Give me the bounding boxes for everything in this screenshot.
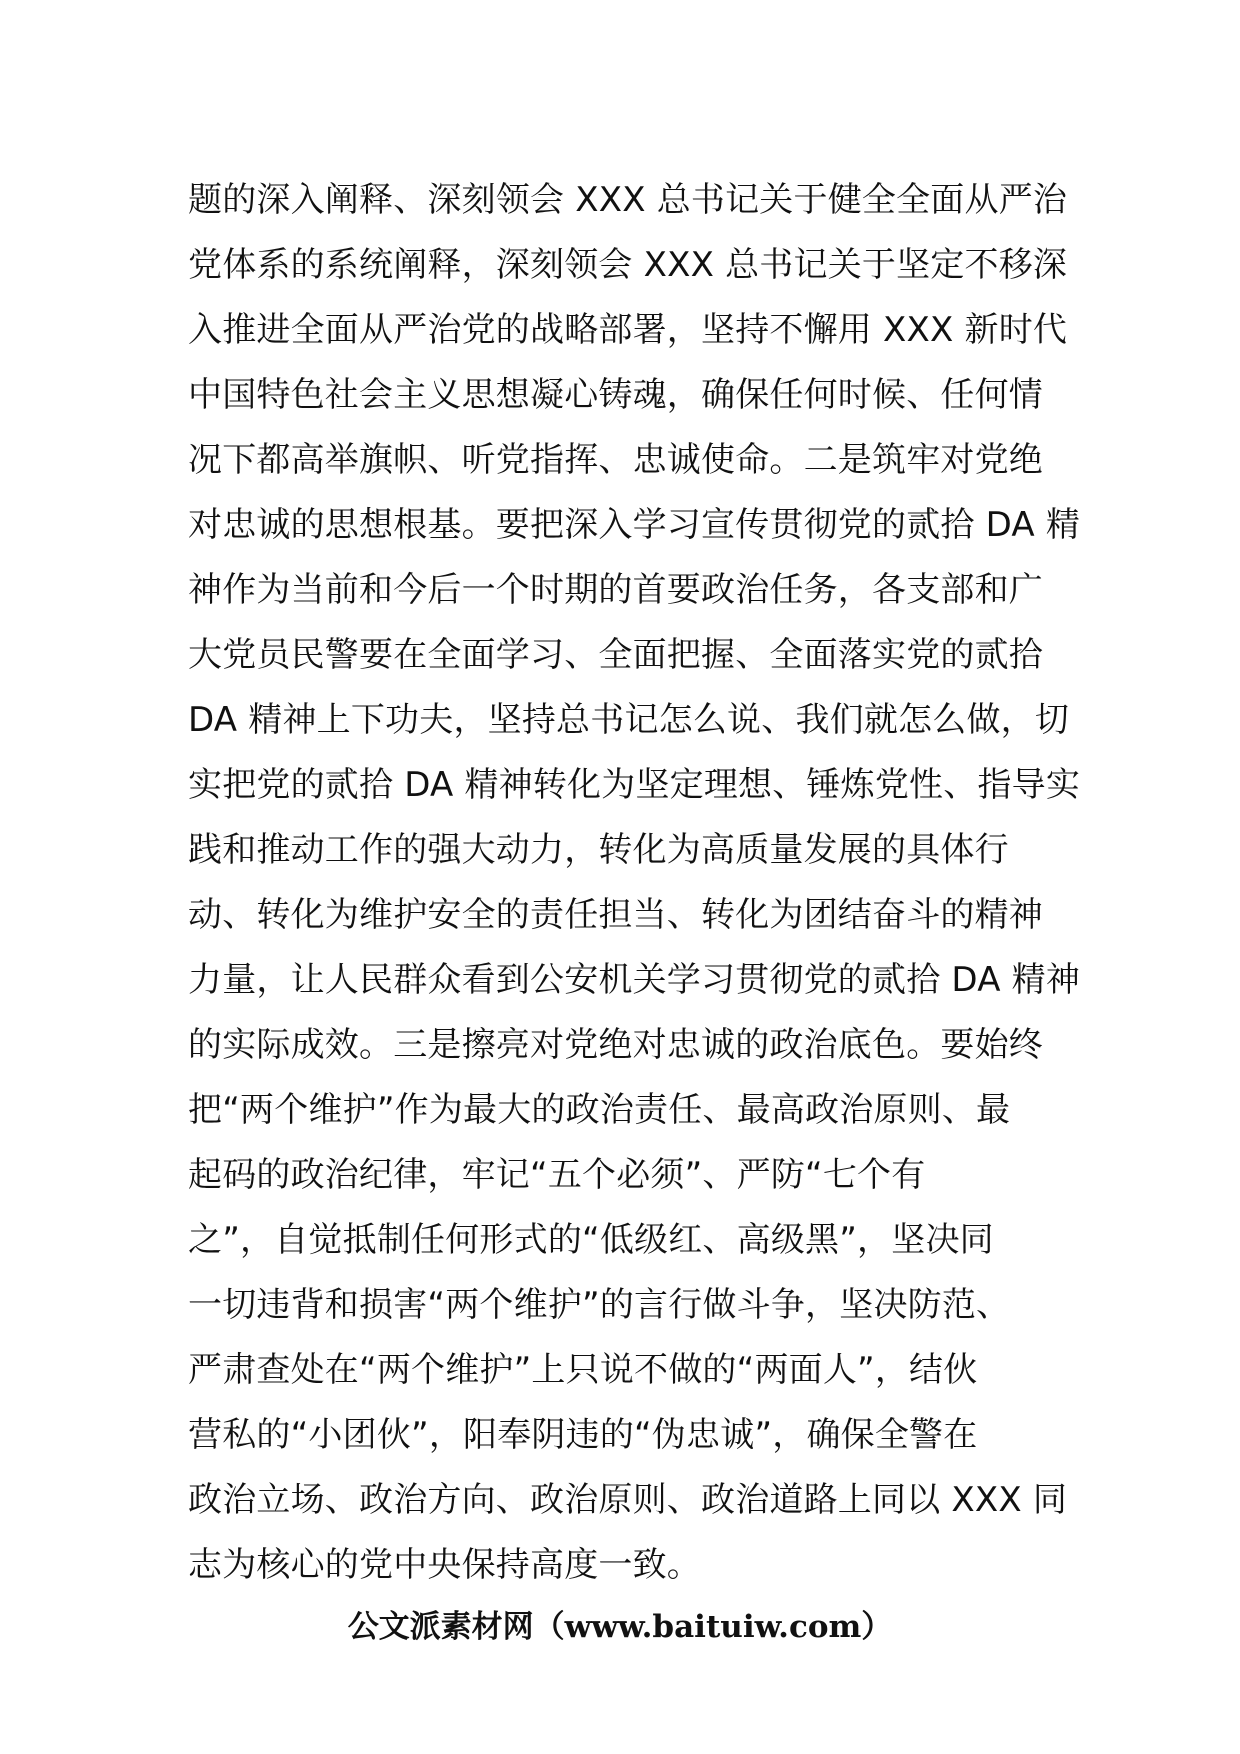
text-line: 营私的“小团伙”，阳奉阴违的“伪忠诚”，确保全警在 [188,1415,978,1455]
text-line: 入推进全面从严治党的战略部署，坚持不懈用 XXX 新时代 [188,310,1068,350]
text-line: 力量，让人民群众看到公安机关学习贯彻党的贰拾 DA 精神 [188,960,1081,1000]
text-line: 党体系的系统阐释，深刻领会 XXX 总书记关于坚定不移深 [188,245,1068,285]
body-paragraph [188,168,1081,1598]
text-line: 大党员民警要在全面学习、全面把握、全面落实党的贰拾 [188,635,1043,675]
text-line: 况下都高举旗帜、听党指挥、忠诚使命。二是筑牢对党绝 [188,440,1043,480]
text-line: 中国特色社会主义思想凝心铸魂，确保任何时候、任何情 [188,375,1043,415]
text-line: 起码的政治纪律，牢记“五个必须”、严防“七个有 [188,1155,926,1195]
text-line: 之”，自觉抵制任何形式的“低级红、高级黑”，坚决同 [188,1220,994,1260]
text-line: 对忠诚的思想根基。要把深入学习宣传贯彻党的贰拾 DA 精 [188,505,1081,545]
text-line: 题的深入阐释、深刻领会 XXX 总书记关于健全全面从严治 [188,180,1068,220]
footer-watermark: 公文派素材网（www.baituiw.com） [347,1609,893,1645]
text-line: 严肃查处在“两个维护”上只说不做的“两面人”，结伙 [188,1350,978,1390]
text-line: 实把党的贰拾 DA 精神转化为坚定理想、锤炼党性、指导实 [188,765,1081,805]
text-line: 动、转化为维护安全的责任担当、转化为团结奋斗的精神 [188,895,1043,935]
text-line: 政治立场、政治方向、政治原则、政治道路上同以 XXX 同 [188,1480,1068,1520]
text-line: 的实际成效。三是擦亮对党绝对忠诚的政治底色。要始终 [188,1025,1043,1065]
text-line: 践和推动工作的强大动力，转化为高质量发展的具体行 [188,830,1009,870]
text-line: 志为核心的党中央保持高度一致。 [188,1545,701,1585]
text-line: DA 精神上下功夫，坚持总书记怎么说、我们就怎么做，切 [188,700,1070,740]
text-line: 一切违背和损害“两个维护”的言行做斗争，坚决防范、 [188,1285,1011,1325]
text-line: 神作为当前和今后一个时期的首要政治任务，各支部和广 [188,570,1043,610]
text-line: 把“两个维护”作为最大的政治责任、最高政治原则、最 [188,1090,1011,1130]
